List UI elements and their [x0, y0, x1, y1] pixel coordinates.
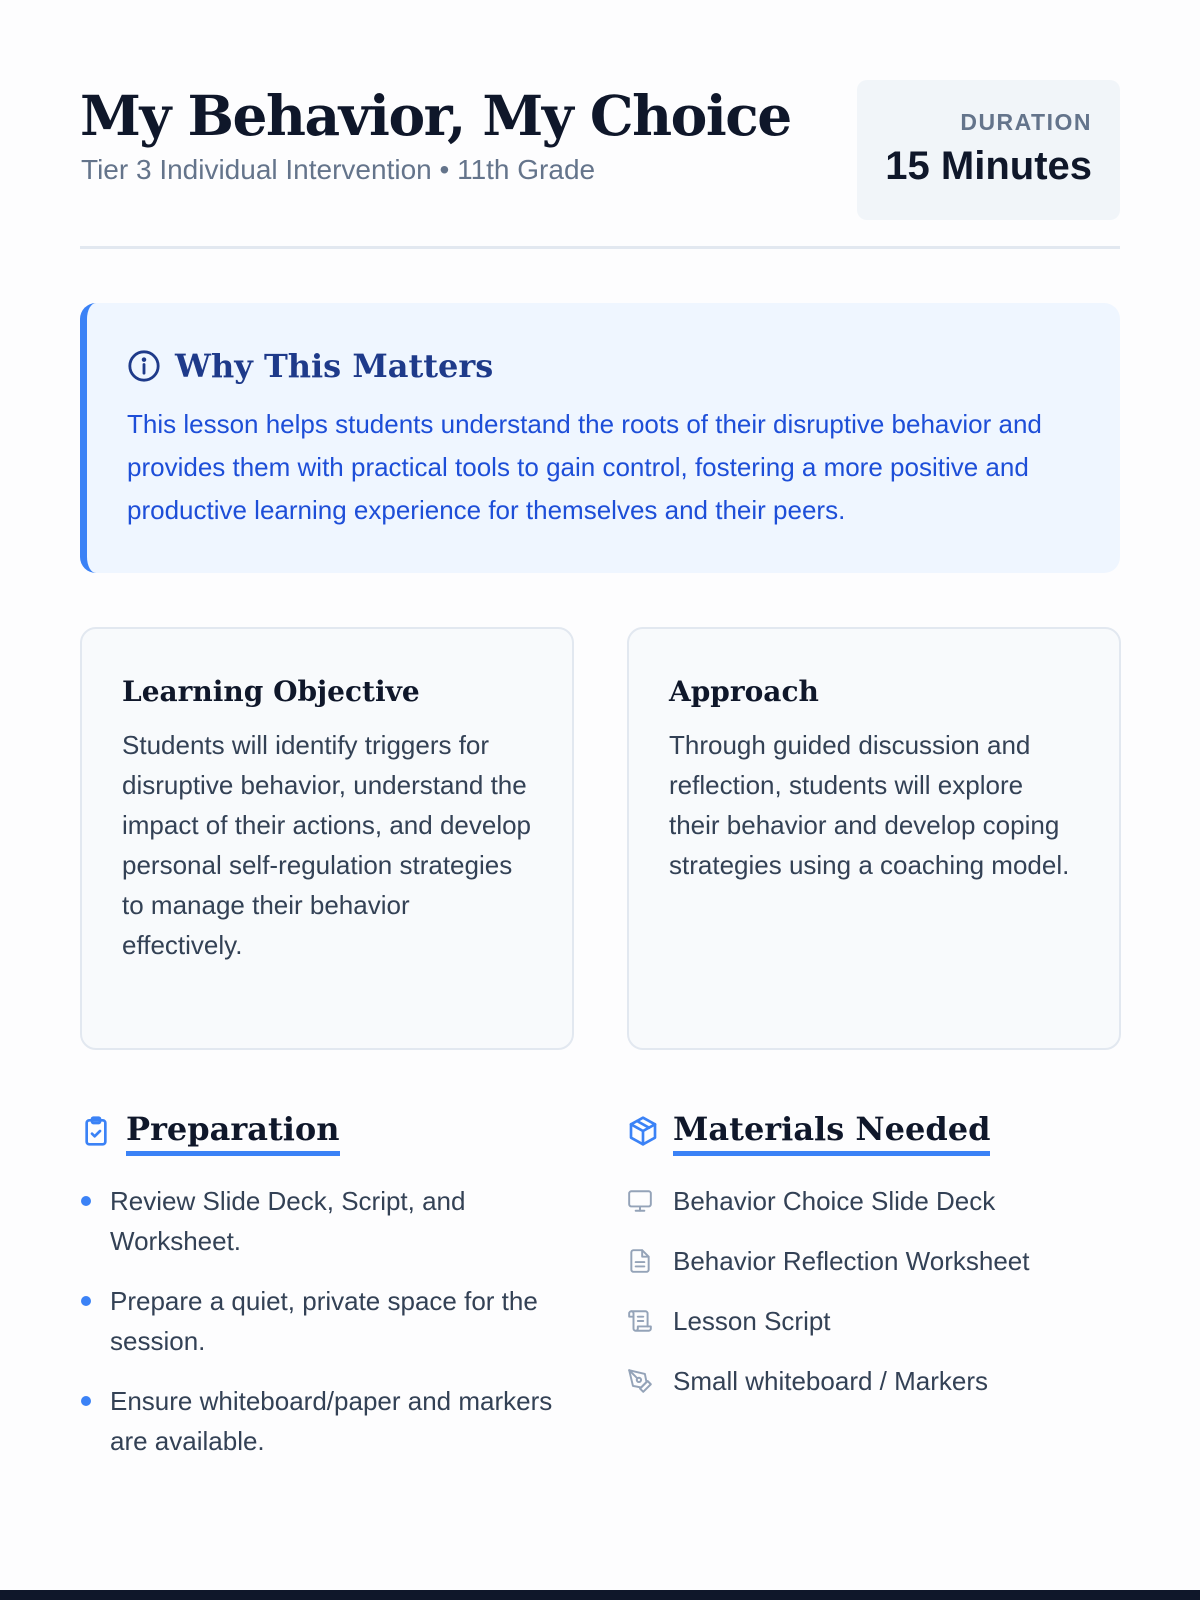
- materials-header: [627, 1105, 1147, 1157]
- footer-bar: [0, 1590, 1200, 1600]
- pen-tool-icon: [627, 1368, 653, 1394]
- document-icon: [627, 1248, 653, 1274]
- page-title: My Behavior, My Choice: [80, 83, 791, 148]
- bullet-icon: [81, 1396, 91, 1406]
- preparation-list: [80, 1181, 600, 1461]
- material-label: Behavior Choice Slide Deck: [673, 1185, 996, 1216]
- duration-value: 15 Minutes: [885, 144, 1092, 188]
- scroll-icon: [627, 1308, 653, 1334]
- preparation-header: [80, 1105, 600, 1157]
- preparation-title: Preparation: [126, 1107, 340, 1156]
- info-icon: [127, 349, 161, 383]
- clipboard-check-icon: [80, 1115, 112, 1147]
- materials-section: [627, 1105, 1147, 1421]
- duration-badge: [857, 80, 1120, 220]
- list-item: [80, 1181, 560, 1261]
- material-label: Behavior Reflection Worksheet: [673, 1245, 1030, 1276]
- box-icon: [627, 1115, 659, 1147]
- preparation-item-text: Prepare a quiet, private space for the session.: [110, 1286, 538, 1356]
- bullet-icon: [81, 1296, 91, 1306]
- list-item: [80, 1281, 560, 1361]
- materials-title: Materials Needed: [673, 1107, 990, 1156]
- learning-objective-card: [80, 627, 574, 1050]
- list-item: [627, 1181, 1147, 1221]
- approach-title: Approach: [669, 675, 819, 708]
- approach-card: [627, 627, 1121, 1050]
- materials-list: [627, 1181, 1147, 1401]
- material-label: Small whiteboard / Markers: [673, 1365, 988, 1396]
- list-item: [80, 1381, 560, 1461]
- monitor-icon: [627, 1188, 653, 1214]
- learning-objective-text: Students will identify triggers for disruptive behavior, understand the impact of their actions, and develop personal self-regulation strategies to manage their behavior effectively.: [122, 730, 532, 960]
- preparation-section: [80, 1105, 600, 1481]
- approach-text: Through guided discussion and reflection, students will explore their behavior and develop coping strategies using a coaching model.: [669, 730, 1070, 880]
- bullet-icon: [81, 1196, 91, 1206]
- learning-objective-title: Learning Objective: [122, 675, 420, 708]
- why-text: This lesson helps students understand the roots of their disruptive behavior and provides them with practical tools to gain control, fostering a more positive and productive learning experience for themselves and their peers.: [127, 409, 1042, 525]
- header-divider: [80, 246, 1120, 249]
- duration-label: DURATION: [960, 109, 1092, 135]
- preparation-item-text: Ensure whiteboard/paper and markers are available.: [110, 1386, 553, 1456]
- preparation-item-text: Review Slide Deck, Script, and Worksheet.: [110, 1186, 466, 1256]
- list-item: [627, 1241, 1147, 1281]
- list-item: [627, 1301, 1147, 1341]
- why-this-matters-callout: [80, 303, 1120, 573]
- list-item: [627, 1361, 1147, 1401]
- why-title: Why This Matters: [175, 347, 494, 385]
- material-label: Lesson Script: [673, 1305, 831, 1336]
- why-header: [127, 345, 1080, 387]
- page-subtitle: Tier 3 Individual Intervention • 11th Grade: [81, 154, 596, 185]
